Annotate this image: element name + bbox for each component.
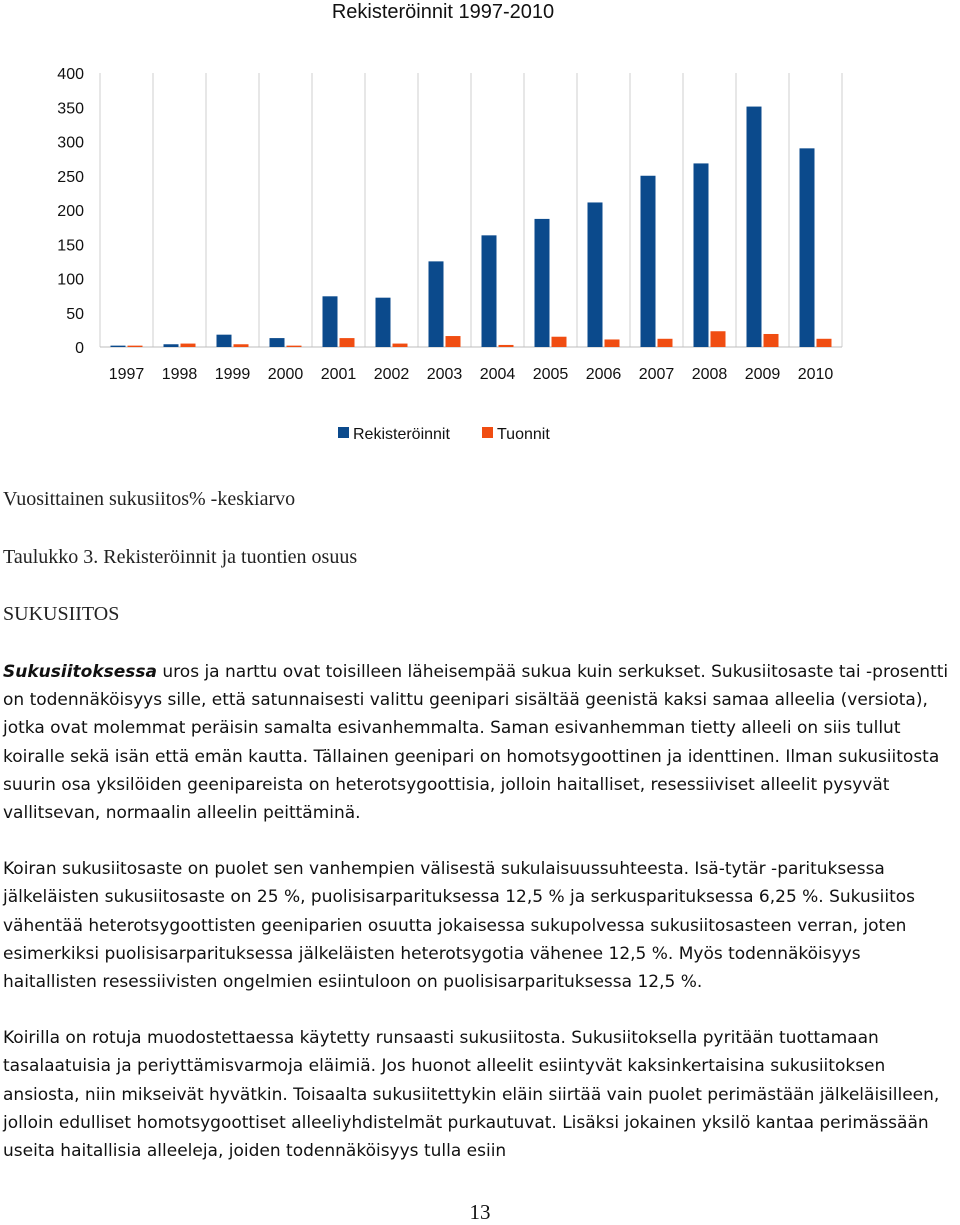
- paragraph-1-text: uros ja narttu ovat toisilleen läheisempää sukua kuin serkukset. Sukusiitosaste tai -prosentti on todennäköisyys sille, että satunnaisesti valittu geenipari sisältää geenistä kaksi samaa alleelia (versiota), jotka ovat molemmat peräisin samalta esivanhemmalta. Saman esivanhemman tietty alleeli on siis tullut koiralle sekä isän että emän kautta. Tällainen geenipari on homotsygoottinen ja identtinen. Ilman sukusiitosta suurin osa yksilöiden geenipareista on heterotsygoottisia, jolloin haitalliset, resessiiviset alleelit pysyvät vallitsevan, normaalin alleelin peittäminä.: [3, 662, 949, 824]
- x-tick-label: 1997: [108, 366, 145, 383]
- x-tick-label: 2006: [585, 366, 622, 383]
- y-tick-label: 50: [66, 305, 84, 323]
- bar-rekisteroinnit-2001: [323, 296, 338, 347]
- y-tick-label: 300: [57, 134, 84, 152]
- x-tick-label: 2000: [267, 366, 304, 383]
- yearly-average-heading: Vuosittainen sukusiitos% -keskiarvo: [3, 488, 296, 510]
- bar-rekisteroinnit-2010: [800, 148, 815, 347]
- x-tick-label: 2004: [479, 366, 516, 383]
- bar-rekisteroinnit-1998: [164, 344, 179, 347]
- bar-tuonnit-2003: [446, 336, 461, 347]
- bar-rekisteroinnit-1997: [111, 346, 126, 347]
- bar-tuonnit-2008: [711, 331, 726, 347]
- bar-tuonnit-2001: [340, 338, 355, 347]
- legend-label: Tuonnit: [497, 426, 550, 443]
- bar-tuonnit-1998: [181, 344, 196, 347]
- bar-rekisteroinnit-2006: [588, 202, 603, 347]
- bar-tuonnit-2010: [817, 339, 832, 347]
- x-tick-label: 1999: [214, 366, 251, 383]
- legend-swatch: [482, 427, 493, 438]
- x-tick-label: 2002: [373, 366, 410, 383]
- x-tick-label: 2010: [797, 366, 834, 383]
- y-tick-label: 400: [57, 66, 84, 83]
- bar-tuonnit-2000: [287, 346, 302, 347]
- y-tick-label: 250: [57, 168, 84, 186]
- x-tick-label: 2001: [320, 366, 357, 383]
- bar-rekisteroinnit-2002: [376, 298, 391, 347]
- section-heading: SUKUSIITOS: [3, 603, 120, 625]
- page-number: 13: [469, 1200, 491, 1224]
- bar-rekisteroinnit-2008: [694, 163, 709, 347]
- y-tick-label: 150: [57, 237, 84, 255]
- bar-tuonnit-1999: [234, 344, 249, 347]
- paragraph-1: [3, 658, 958, 827]
- bar-tuonnit-2006: [605, 339, 620, 347]
- bar-rekisteroinnit-2003: [429, 261, 444, 347]
- chart-grid: [100, 73, 842, 347]
- bar-rekisteroinnit-2007: [641, 176, 656, 347]
- bar-rekisteroinnit-2000: [270, 338, 285, 347]
- y-tick-label: 200: [57, 203, 84, 220]
- bar-tuonnit-2009: [764, 334, 779, 347]
- x-tick-label: 2008: [691, 366, 728, 383]
- bar-rekisteroinnit-2005: [535, 219, 550, 347]
- body-text: [3, 658, 958, 1193]
- x-axis-ticks: [109, 366, 834, 383]
- legend-swatch: [338, 427, 349, 438]
- paragraph-1-lead: Sukusiitoksessa: [3, 662, 157, 682]
- x-tick-label: 2005: [532, 366, 569, 383]
- bar-rekisteroinnit-2004: [482, 235, 497, 347]
- y-tick-label: 350: [57, 100, 84, 118]
- bar-tuonnit-2004: [499, 345, 514, 347]
- legend-label: Rekisteröinnit: [353, 426, 450, 443]
- x-tick-label: 1998: [161, 366, 198, 383]
- chart-title: Rekisteröinnit 1997-2010: [331, 1, 555, 23]
- x-tick-label: 2009: [744, 366, 781, 383]
- bar-chart: [0, 0, 960, 460]
- x-tick-label: 2007: [638, 366, 675, 383]
- bar-tuonnit-2002: [393, 344, 408, 347]
- y-axis-ticks: [57, 66, 84, 357]
- bar-tuonnit-1997: [128, 346, 143, 347]
- y-tick-label: 100: [57, 271, 84, 289]
- bar-tuonnit-2007: [658, 339, 673, 347]
- y-tick-label: 0: [75, 340, 84, 357]
- bar-rekisteroinnit-2009: [747, 107, 762, 347]
- x-tick-label: 2003: [426, 366, 463, 383]
- table-caption: Taulukko 3. Rekisteröinnit ja tuontien osuus: [3, 546, 358, 568]
- bar-rekisteroinnit-1999: [217, 335, 232, 347]
- bar-tuonnit-2005: [552, 337, 567, 347]
- paragraph-2: Koiran sukusiitosaste on puolet sen vanhempien välisestä sukulaisuussuhteesta. Isä-tytär -parituksessa jälkeläisten sukusiitosaste on 25 %, puolisisarparituksessa 12,5 % ja serkusparituksessa 6,25 %. Sukusiitos vähentää heterotsygoottisten geeniparien osuutta jokaisessa sukupolvessa sukusiitosasteen verran, joten esimerkiksi puolisisarparituksessa jälkeläisten heterotsygotia vähenee 12,5 %. Myös todennäköisyys haitallisten resessiivisten ongelmien esiintuloon on puolisisarparituksessa 12,5 %.: [3, 859, 916, 993]
- chart-legend: [338, 426, 550, 443]
- paragraph-3: Koirilla on rotuja muodostettaessa käytetty runsaasti sukusiitosta. Sukusiitoksella pyritään tuottamaan tasalaatuisia ja periyttämisvarmoja eläimiä. Jos huonot alleelit esiintyvät kaksinkertaisina sukusiitoksen ansiosta, niin mikseivät hyvätkin. Toisaalta sukusiitettykin eläin siirtää vain puolet perimästään jälkeläisilleen, jolloin edulliset homotsygoottiset alleeliyhdistelmät purkautuvat. Lisäksi jokainen yksilö kantaa perimässään useita haitallisia alleeleja, joiden todennäköisyys tulla esiin: [3, 1028, 940, 1162]
